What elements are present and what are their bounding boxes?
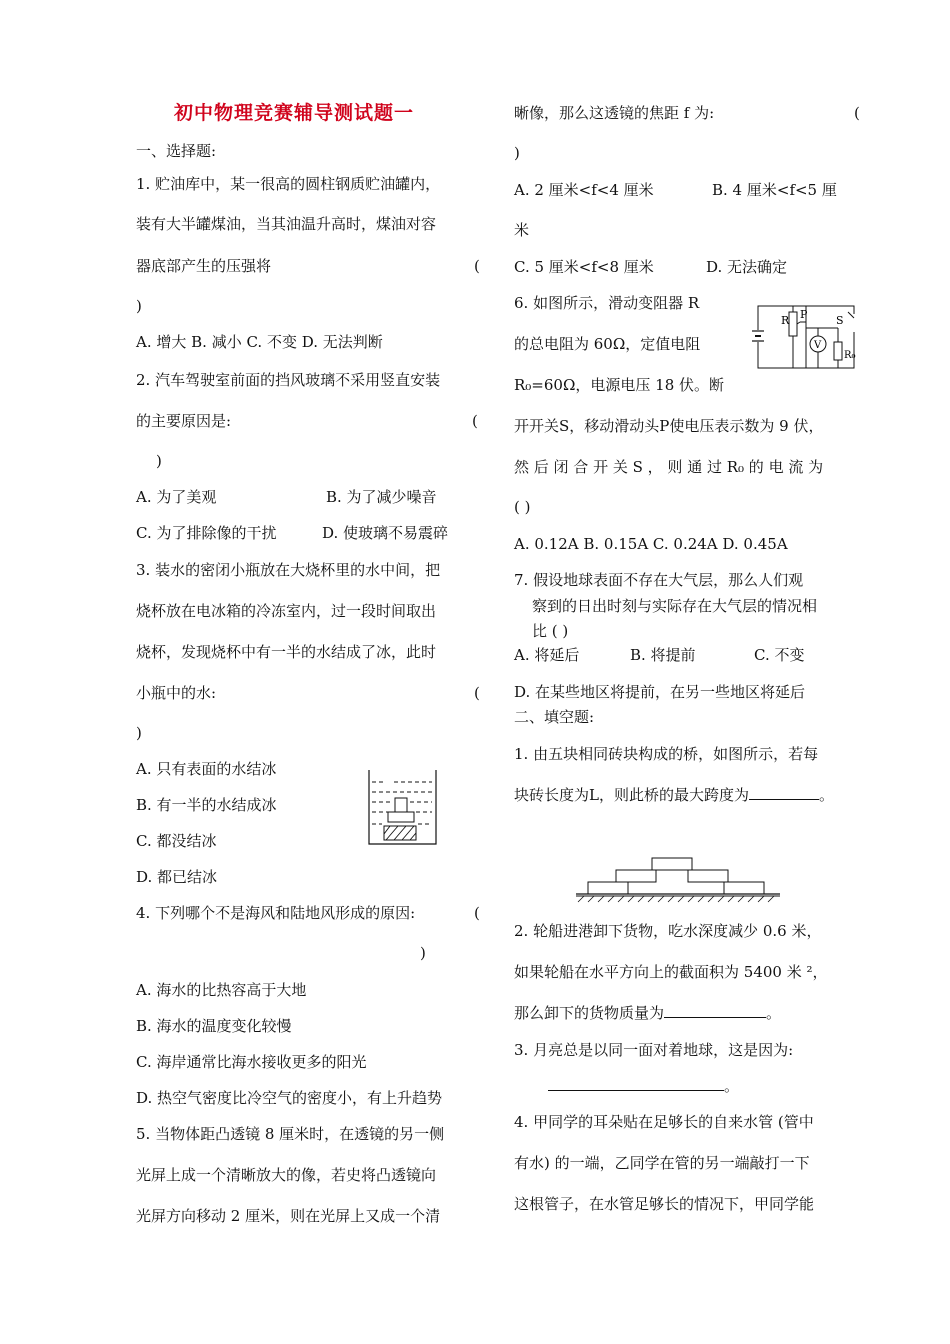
q5-option-d: D. 无法确定 [706, 258, 788, 276]
label-v: V [814, 340, 822, 351]
f3-end: 。 [724, 1077, 740, 1095]
q5-option-b-cont: 米 [514, 221, 530, 239]
f2-line-3-text: 那么卸下的货物质量为 [514, 1004, 665, 1022]
q5-line-4: 晰像，那么这透镜的焦距 f 为: [514, 104, 715, 122]
f2-line-2: 如果轮船在水平方向上的截面积为 5400 米 ²， [514, 963, 828, 981]
q3-option-a: A. 只有表面的水结冰 [136, 760, 277, 778]
q4-line-1: 4. 下列哪个不是海风和陆地风形成的原因: [136, 904, 416, 922]
q3-line-4: 小瓶中的水: [136, 684, 217, 702]
q6-options: A. 0.12A B. 0.15A C. 0.24A D. 0.45A [514, 535, 788, 553]
q2-line-1: 2. 汽车驾驶室前面的挡风玻璃不采用竖直安装 [136, 371, 441, 389]
q3-option-c: C. 都没结冰 [136, 832, 217, 850]
q3-line-1: 3. 装水的密闭小瓶放在大烧杯里的水中间，把 [136, 561, 441, 579]
q7-line-1: 7. 假设地球表面不存在大气层，那么人们观 [514, 571, 804, 589]
q2-paren-close: ) [156, 452, 162, 470]
section-heading-fill: 二、填空题: [514, 708, 595, 726]
beaker-diagram [364, 768, 444, 848]
q2-option-c: C. 为了排除像的干扰 [136, 524, 277, 542]
f3-line-1: 3. 月亮总是以同一面对着地球，这是因为: [514, 1041, 794, 1059]
q1-line-1: 1. 贮油库中，某一很高的圆柱钢质贮油罐内， [136, 175, 441, 193]
q7-option-d: D. 在某些地区将提前，在另一些地区将延后 [514, 683, 806, 701]
f1-line-1: 1. 由五块相同砖块构成的桥，如图所示，若每 [514, 745, 819, 763]
q6-line-4: 开开关S，移动滑动头P使电压表示数为 9 伏， [514, 417, 824, 435]
q7-line-2: 察到的日出时刻与实际存在大气层的情况相 [532, 597, 818, 615]
label-r: R [781, 314, 790, 327]
q3-line-2: 烧杯放在电冰箱的冷冻室内，过一段时间取出 [136, 602, 437, 620]
q7-line-3: 比 ( ) [532, 622, 569, 640]
q1-line-3: 器底部产生的压强将 [136, 257, 272, 275]
page-title: 初中物理竞赛辅导测试题一 [174, 102, 415, 124]
q5-option-c: C. 5 厘米<f<8 厘米 [514, 258, 654, 276]
q5-option-a: A. 2 厘米<f<4 厘米 [514, 181, 654, 199]
q3-paren-open: ( [474, 684, 480, 702]
q4-paren-close: ) [420, 944, 426, 962]
f1-line-2-text: 块砖长度为L，则此桥的最大跨度为 [514, 786, 749, 804]
q6-line-2: 的总电阻为 60Ω，定值电阻 [514, 335, 701, 353]
f3-line-2 [548, 1076, 739, 1096]
q3-line-3: 烧杯，发现烧杯中有一半的水结成了冰，此时 [136, 643, 437, 661]
q6-line-3: R₀=60Ω，电源电压 18 伏。断 [514, 376, 725, 394]
q2-line-2: 的主要原因是: [136, 412, 232, 430]
q7-option-b: B. 将提前 [630, 646, 696, 664]
q4-option-c: C. 海岸通常比海水接收更多的阳光 [136, 1053, 367, 1071]
q7-option-a: A. 将延后 [514, 646, 580, 664]
q1-paren-close: ) [136, 297, 142, 315]
f3-answer-blank[interactable] [548, 1076, 724, 1091]
brick-bridge-diagram [574, 854, 784, 904]
circuit-diagram [748, 298, 860, 374]
label-r0: R₀ [844, 350, 856, 361]
q6-line-5: 然 后 闭 合 开 关 S ， 则 通 过 R₀ 的 电 流 为 [514, 458, 824, 476]
q5-line-3: 光屏方向移动 2 厘米，则在光屏上又成一个清 [136, 1207, 441, 1225]
q2-paren-open: ( [472, 412, 478, 430]
q5-paren-open: ( [854, 104, 860, 122]
q6-line-1: 6. 如图所示，滑动变阻器 R [514, 294, 700, 312]
q3-paren-close: ) [136, 724, 142, 742]
f1-answer-blank[interactable] [749, 785, 819, 800]
f4-line-2: 有水) 的一端，乙同学在管的另一端敲打一下 [514, 1154, 810, 1172]
label-s: S [836, 314, 844, 327]
q2-option-d: D. 使玻璃不易震碎 [322, 524, 449, 542]
section-heading-choice: 一、选择题: [136, 142, 217, 160]
f2-answer-blank[interactable] [664, 1003, 766, 1018]
f4-line-1: 4. 甲同学的耳朵贴在足够长的自来水管 (管中 [514, 1113, 814, 1131]
q4-option-d: D. 热空气密度比冷空气的密度小，有上升趋势 [136, 1089, 443, 1107]
f2-end: 。 [766, 1004, 782, 1022]
q6-paren: ( ) [514, 498, 531, 516]
f1-end: 。 [818, 786, 834, 804]
q5-line-2: 光屏上成一个清晰放大的像，若史将凸透镜向 [136, 1166, 437, 1184]
q3-option-b: B. 有一半的水结成冰 [136, 796, 277, 814]
q5-option-b: B. 4 厘米<f<5 厘 [712, 181, 837, 199]
q4-option-b: B. 海水的温度变化较慢 [136, 1017, 292, 1035]
q2-option-a: A. 为了美观 [136, 488, 217, 506]
q1-line-2: 装有大半罐煤油，当其油温升高时，煤油对容 [136, 215, 437, 233]
q4-option-a: A. 海水的比热容高于大地 [136, 981, 307, 999]
f2-line-3 [514, 1003, 781, 1023]
q1-paren-open: ( [474, 257, 480, 275]
q5-line-1: 5. 当物体距凸透镜 8 厘米时，在透镜的另一侧 [136, 1125, 445, 1143]
q7-option-c: C. 不变 [754, 646, 805, 664]
q3-option-d: D. 都已结冰 [136, 868, 218, 886]
q1-options: A. 增大 B. 减小 C. 不变 D. 无法判断 [136, 333, 383, 351]
f2-line-1: 2. 轮船进港卸下货物，吃水深度减少 0.6 米， [514, 922, 822, 940]
label-p: P [800, 308, 808, 321]
q4-paren-open: ( [474, 904, 480, 922]
f4-line-3: 这根管子，在水管足够长的情况下，甲同学能 [514, 1195, 815, 1213]
f1-line-2 [514, 785, 834, 805]
q2-option-b: B. 为了减少噪音 [326, 488, 437, 506]
q5-paren-close: ) [514, 144, 520, 162]
